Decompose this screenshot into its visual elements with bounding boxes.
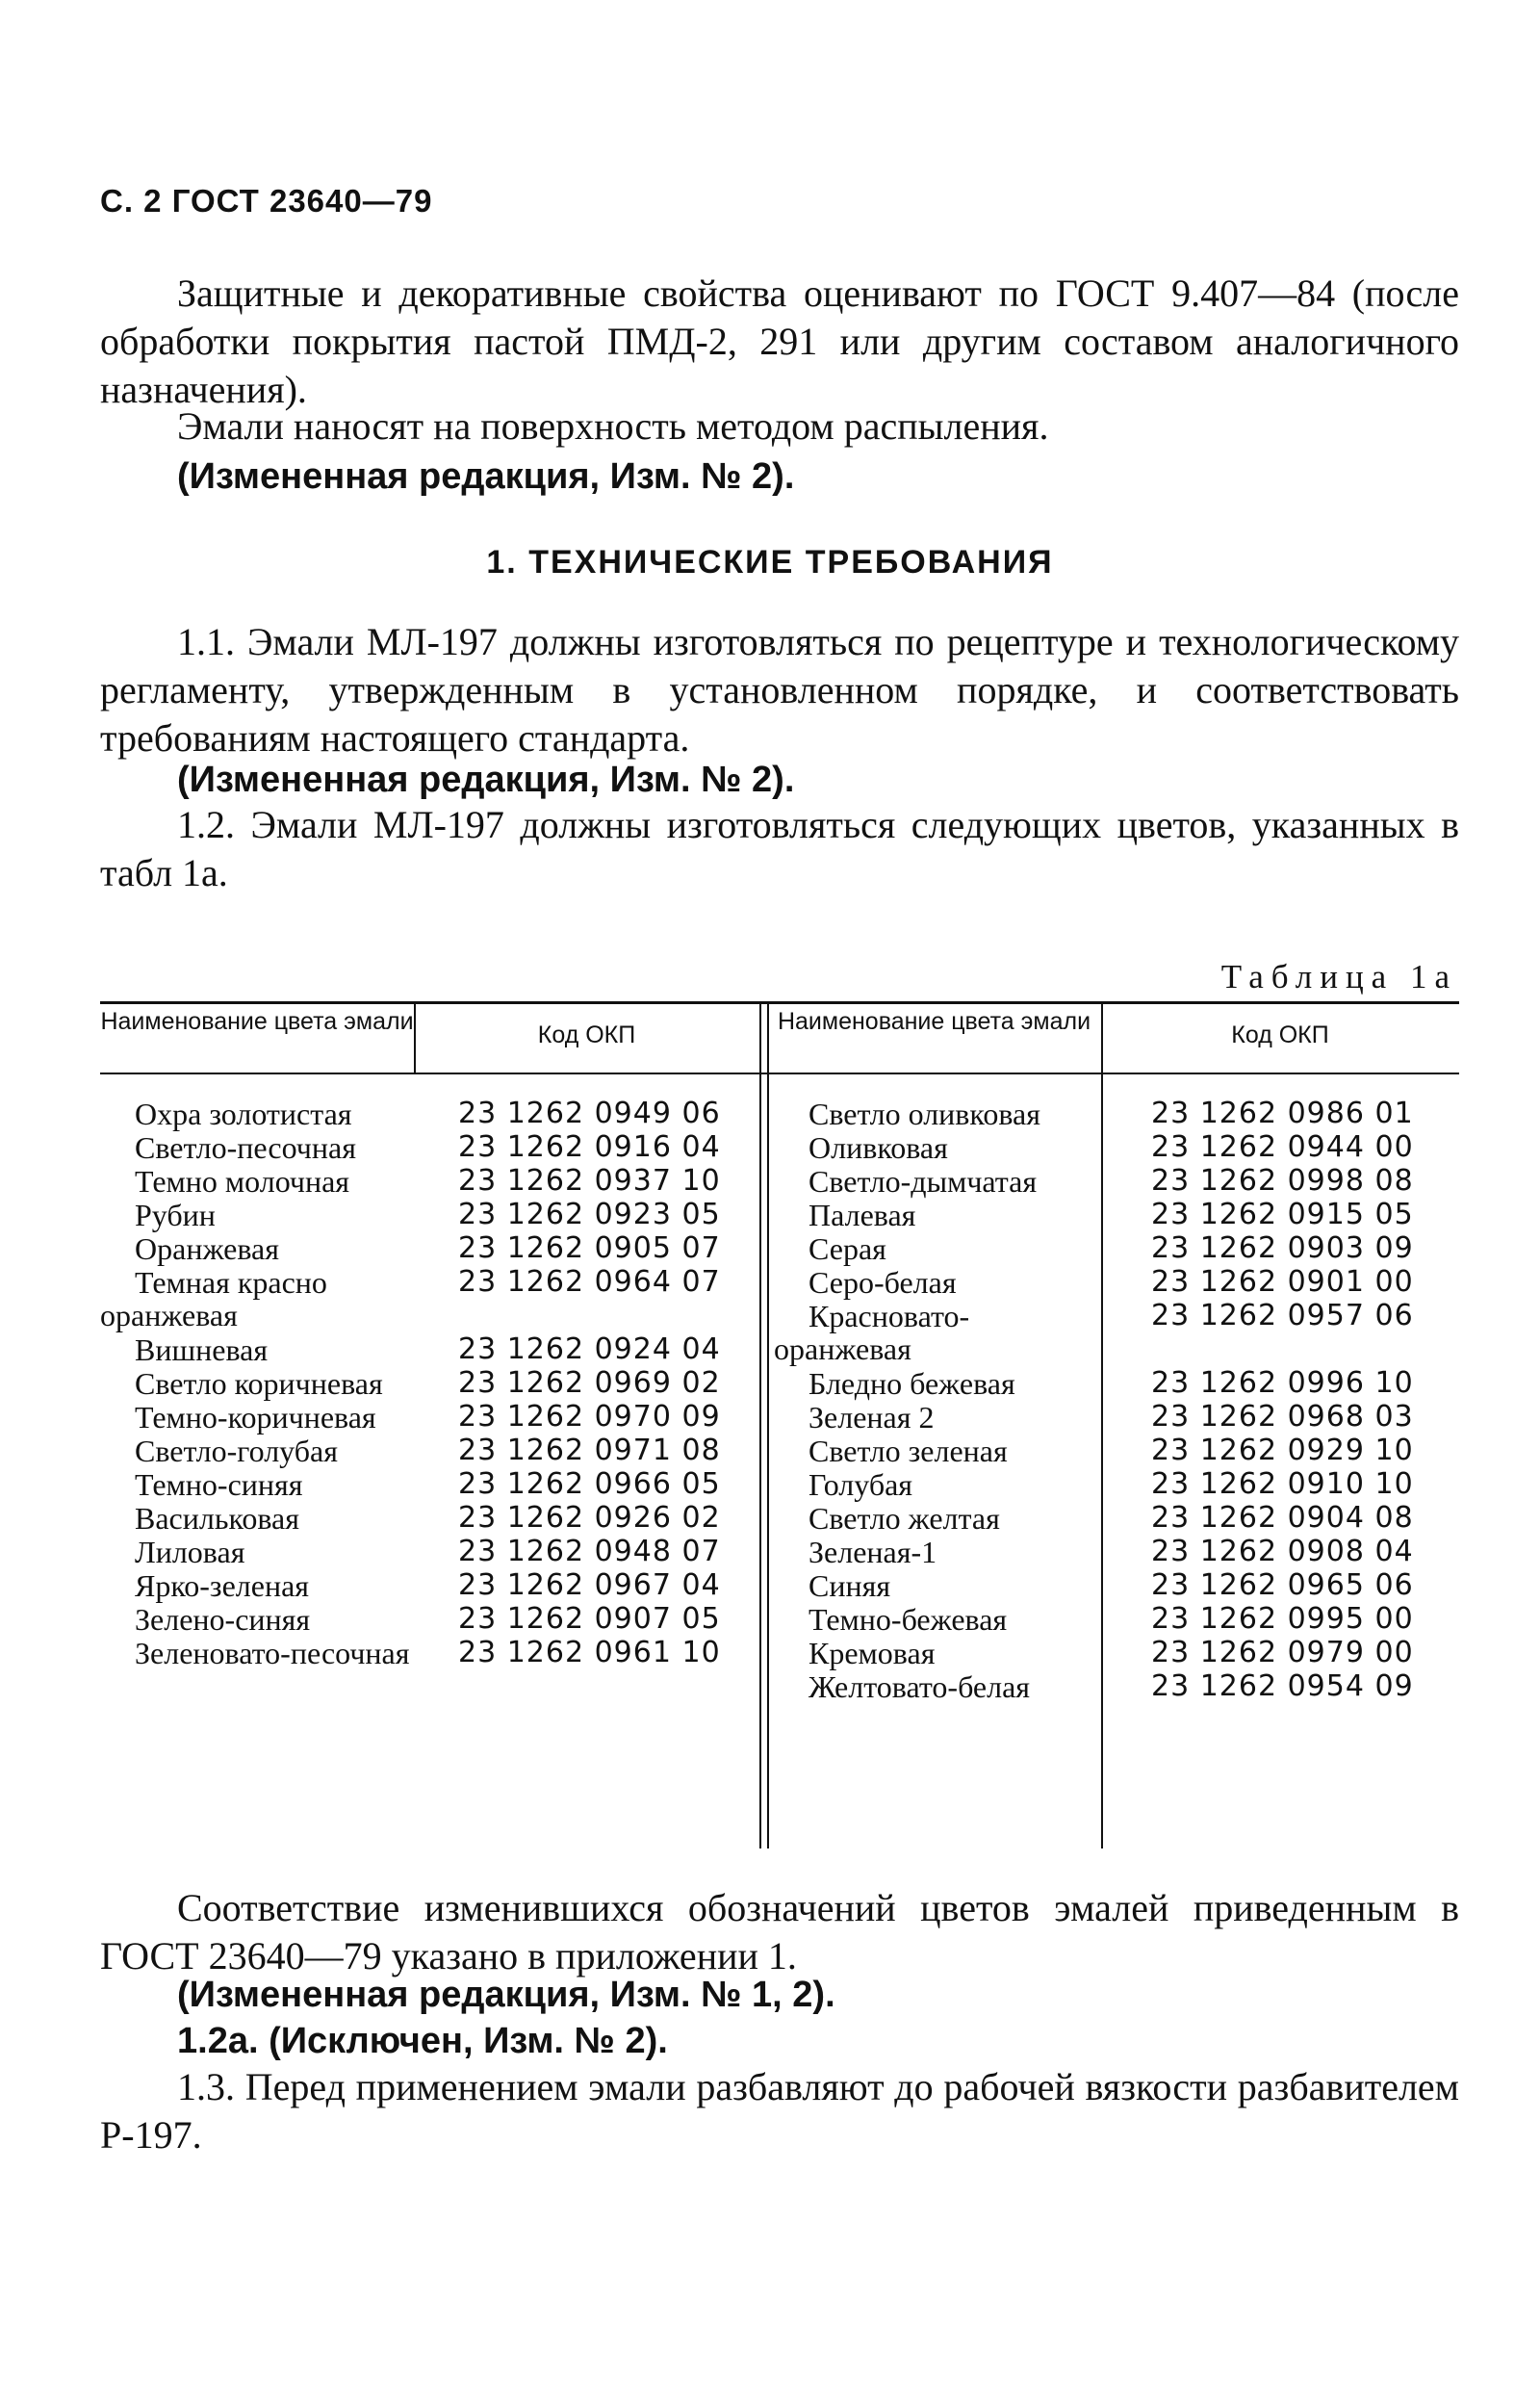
left-color-name: Светло коричневая <box>135 1366 383 1401</box>
right-okp-code: 23 1262 0901 00 <box>1151 1265 1414 1299</box>
correspondence-paragraph: Соответствие изменившихся обозначений цветов эмалей приведенным в ГОСТ 23640—79 указано в приложении 1. <box>100 1886 1459 1977</box>
left-color-name: Темная красно оранжевая <box>100 1265 327 1332</box>
left-color-name: Лиловая <box>135 1535 245 1569</box>
right-okp-code: 23 1262 0998 08 <box>1151 1164 1414 1198</box>
right-color-name: Серо-белая <box>808 1265 957 1300</box>
left-color-name: Охра золотистая <box>135 1097 352 1131</box>
header-name-left: Наименование цвета эмали <box>100 1008 414 1035</box>
left-color-name: Темно молочная <box>135 1164 350 1199</box>
right-okp-code: 23 1262 0995 00 <box>1151 1602 1414 1636</box>
right-okp-code: 23 1262 0954 09 <box>1151 1669 1414 1703</box>
intro-paragraph: Защитные и декоративные свойства оценивают по ГОСТ 9.407—84 (после обработки покрытия пастой ПМД-2, 291 или другим составом аналогичного назначения). <box>100 271 1459 411</box>
left-color-name: Зелено-синяя <box>135 1602 311 1637</box>
header-code-left: Код ОКП <box>537 1021 636 1048</box>
right-color-name: Зеленая-1 <box>808 1535 937 1569</box>
right-okp-code: 23 1262 0965 06 <box>1151 1568 1414 1602</box>
right-color-name: Светло оливковая <box>808 1097 1040 1131</box>
left-color-name: Светло-голубая <box>135 1434 338 1468</box>
amendment-1-2: (Измененная редакция, Изм. № 1, 2). <box>177 1975 835 2015</box>
table-label: Таблица 1а <box>1220 958 1457 995</box>
clause-1-1-amendment: (Измененная редакция, Изм. № 2). <box>177 760 795 800</box>
left-color-name: Рубин <box>135 1198 216 1232</box>
left-okp-code: 23 1262 0964 07 <box>458 1265 721 1299</box>
left-color-name: Темно-коричневая <box>135 1400 376 1435</box>
right-okp-code: 23 1262 0903 09 <box>1151 1231 1414 1265</box>
page-header: С. 2 ГОСТ 23640—79 <box>100 183 433 219</box>
left-okp-code: 23 1262 0961 10 <box>458 1636 721 1669</box>
right-okp-code: 23 1262 0957 06 <box>1151 1299 1414 1332</box>
right-color-name: Голубая <box>808 1467 913 1502</box>
right-okp-code: 23 1262 0996 10 <box>1151 1366 1414 1400</box>
amendment-note: (Измененная редакция, Изм. № 2). <box>177 456 795 497</box>
right-color-name: Темно-бежевая <box>808 1602 1008 1637</box>
application-paragraph: Эмали наносят на поверхность методом распыления. <box>177 404 1049 448</box>
left-okp-code: 23 1262 0948 07 <box>458 1535 721 1568</box>
left-okp-code: 23 1262 0907 05 <box>458 1602 721 1636</box>
left-okp-code: 23 1262 0905 07 <box>458 1231 721 1265</box>
right-okp-code: 23 1262 0915 05 <box>1151 1198 1414 1231</box>
clause-1-1: 1.1. Эмали МЛ-197 должны изготовляться по рецептуре и технологическому регламенту, утвержденным в установленном порядке, и соответствовать требованиям настоящего стандарта. <box>100 620 1459 760</box>
left-okp-code: 23 1262 0966 05 <box>458 1467 721 1501</box>
right-color-name: Желтовато-белая <box>808 1669 1031 1704</box>
left-color-name: Вишневая <box>135 1332 269 1367</box>
left-okp-code: 23 1262 0937 10 <box>458 1164 721 1198</box>
right-color-name: Палевая <box>808 1198 916 1232</box>
clause-1-2: 1.2. Эмали МЛ-197 должны изготовляться следующих цветов, указанных в табл 1а. <box>100 803 1459 894</box>
right-color-name: Бледно бежевая <box>808 1366 1015 1401</box>
section-title: 1. ТЕХНИЧЕСКИЕ ТРЕБОВАНИЯ <box>486 544 1054 581</box>
left-okp-code: 23 1262 0970 09 <box>458 1400 721 1434</box>
left-okp-code: 23 1262 0916 04 <box>458 1130 721 1164</box>
left-color-name: Темно-синяя <box>135 1467 303 1502</box>
right-color-name: Синяя <box>808 1568 891 1603</box>
clause-1-2a: 1.2а. (Исключен, Изм. № 2). <box>177 2021 668 2061</box>
right-color-name: Зеленая 2 <box>808 1400 935 1435</box>
header-name-right: Наименование цвета эмали <box>777 1008 1091 1035</box>
left-color-name: Ярко-зеленая <box>135 1568 309 1603</box>
left-color-name: Светло-песочная <box>135 1130 356 1165</box>
clause-1-3: 1.3. Перед применением эмали разбавляют до рабочей вязкости разбавителем Р-197. <box>100 2065 1459 2157</box>
left-okp-code: 23 1262 0967 04 <box>458 1568 721 1602</box>
left-okp-code: 23 1262 0923 05 <box>458 1198 721 1231</box>
left-okp-code: 23 1262 0971 08 <box>458 1434 721 1467</box>
right-color-name: Светло зеленая <box>808 1434 1008 1468</box>
header-code-right: Код ОКП <box>1231 1021 1329 1048</box>
left-okp-code: 23 1262 0969 02 <box>458 1366 721 1400</box>
right-okp-code: 23 1262 0944 00 <box>1151 1130 1414 1164</box>
right-okp-code: 23 1262 0979 00 <box>1151 1636 1414 1669</box>
right-color-name: Красновато-оранжевая <box>774 1299 970 1366</box>
left-okp-code: 23 1262 0949 06 <box>458 1097 721 1130</box>
right-okp-code: 23 1262 0908 04 <box>1151 1535 1414 1568</box>
right-color-name: Оливковая <box>808 1130 948 1165</box>
right-okp-code: 23 1262 0910 10 <box>1151 1467 1414 1501</box>
left-okp-code: 23 1262 0924 04 <box>458 1332 721 1366</box>
right-okp-code: 23 1262 0986 01 <box>1151 1097 1414 1130</box>
left-color-name: Васильковая <box>135 1501 299 1536</box>
left-color-name: Оранжевая <box>135 1231 279 1266</box>
right-color-name: Серая <box>808 1231 886 1266</box>
left-color-name: Зеленовато-песочная <box>135 1636 410 1670</box>
right-color-name: Кремовая <box>808 1636 936 1670</box>
right-color-name: Светло-дымчатая <box>808 1164 1038 1199</box>
left-okp-code: 23 1262 0926 02 <box>458 1501 721 1535</box>
right-okp-code: 23 1262 0929 10 <box>1151 1434 1414 1467</box>
right-okp-code: 23 1262 0904 08 <box>1151 1501 1414 1535</box>
right-color-name: Светло желтая <box>808 1501 1000 1536</box>
right-okp-code: 23 1262 0968 03 <box>1151 1400 1414 1434</box>
